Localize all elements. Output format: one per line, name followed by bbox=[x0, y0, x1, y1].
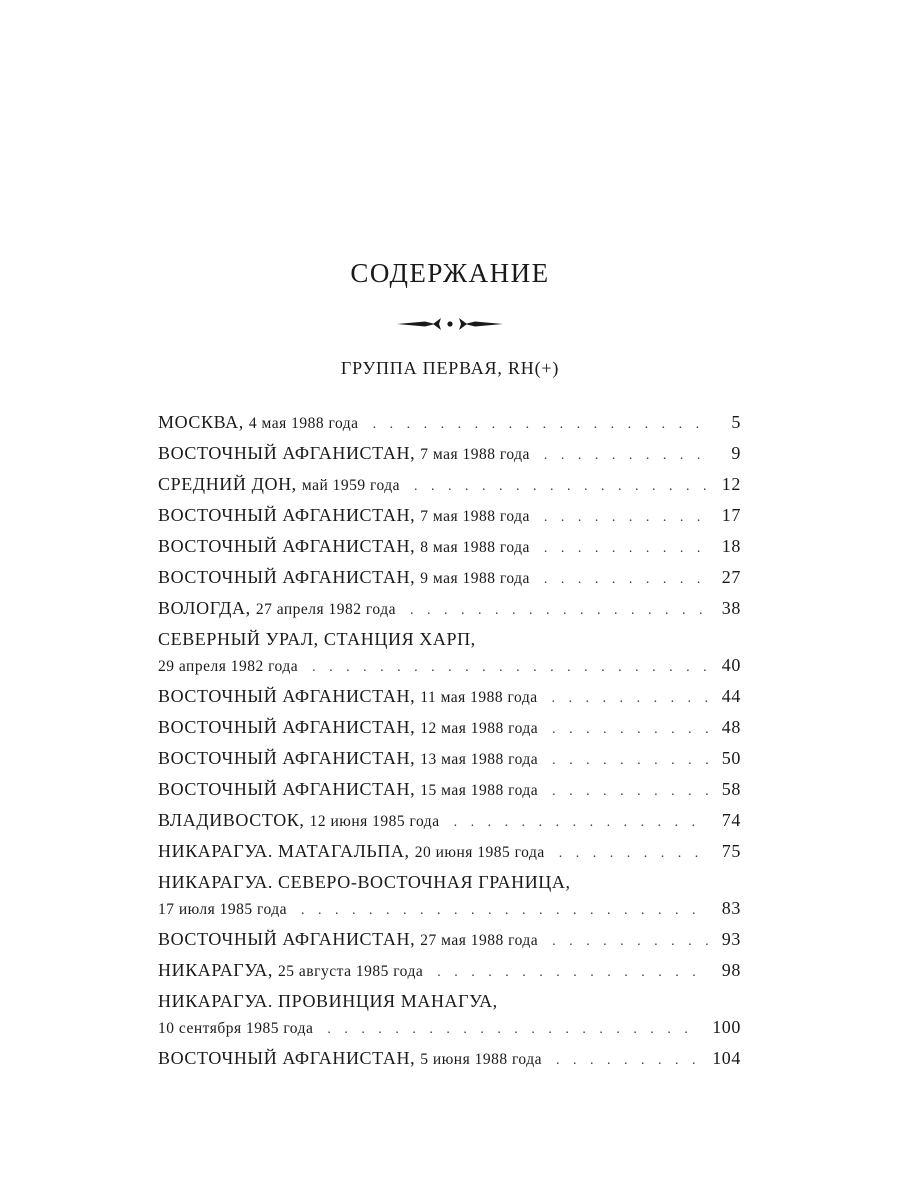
toc-entry-place: СЕВЕРНЫЙ УРАЛ, СТАНЦИЯ ХАРП, bbox=[158, 629, 476, 649]
leader-dots bbox=[327, 1017, 700, 1043]
toc-entry-date: 7 мая 1988 года bbox=[420, 446, 530, 463]
leader-dots bbox=[552, 717, 709, 743]
toc-entry-page: 40 bbox=[721, 655, 741, 675]
toc-entry-page: 27 bbox=[721, 567, 741, 587]
toc-entry-date: 20 июня 1985 года bbox=[414, 844, 545, 861]
toc-entry[interactable] bbox=[158, 409, 741, 440]
toc-entry-date: 12 июня 1985 года bbox=[309, 813, 440, 830]
toc-entry[interactable] bbox=[158, 564, 741, 595]
toc-entry-page: 44 bbox=[721, 686, 741, 706]
toc-entry-place: ВОЛОГДА, bbox=[158, 598, 251, 618]
toc-entry-date: 13 мая 1988 года bbox=[420, 751, 539, 768]
toc-entry-place: ВЛАДИВОСТОК, bbox=[158, 810, 305, 830]
toc-entry-page: 58 bbox=[721, 779, 741, 799]
toc-entry-place: ВОСТОЧНЫЙ АФГАНИСТАН, bbox=[158, 779, 416, 799]
toc-entry-place: НИКАРАГУА, bbox=[158, 960, 273, 980]
toc-entry-page: 18 bbox=[721, 536, 741, 556]
toc-entry-page: 75 bbox=[721, 841, 741, 861]
toc-entry-date: 25 августа 1985 года bbox=[278, 963, 424, 980]
toc-entry-date: 4 мая 1988 года bbox=[248, 415, 359, 432]
part-title: ГРУППА ПЕРВАЯ, RH(+) bbox=[340, 358, 560, 378]
toc-entry-page: 93 bbox=[721, 929, 741, 949]
toc-entry-date: 5 июня 1988 года bbox=[420, 1051, 542, 1068]
leader-dots bbox=[556, 1048, 700, 1074]
toc-entry-page: 74 bbox=[721, 810, 741, 830]
toc-entry-page: 50 bbox=[721, 748, 741, 768]
leader-dots bbox=[373, 412, 709, 438]
table-of-contents bbox=[158, 409, 741, 1076]
toc-entry[interactable] bbox=[158, 745, 741, 776]
toc-entry-page: 48 bbox=[721, 717, 741, 737]
toc-entry[interactable] bbox=[158, 1045, 741, 1076]
toc-entry[interactable] bbox=[158, 440, 741, 471]
toc-entry[interactable] bbox=[158, 869, 741, 926]
toc-entry-place: НИКАРАГУА. ПРОВИНЦИЯ МАНАГУА, bbox=[158, 991, 498, 1011]
toc-entry-place: МОСКВА, bbox=[158, 412, 244, 432]
page-title: СОДЕРЖАНИЕ bbox=[350, 258, 550, 288]
leader-dots bbox=[544, 443, 709, 469]
leader-dots bbox=[312, 655, 709, 681]
toc-entry-place: ВОСТОЧНЫЙ АФГАНИСТАН, bbox=[158, 536, 416, 556]
toc-entry[interactable] bbox=[158, 926, 741, 957]
ornament-divider-icon bbox=[395, 314, 505, 334]
leader-dots bbox=[552, 779, 709, 805]
leader-dots bbox=[552, 686, 709, 712]
toc-entry[interactable] bbox=[158, 533, 741, 564]
toc-entry-place: ВОСТОЧНЫЙ АФГАНИСТАН, bbox=[158, 1048, 416, 1068]
toc-entry-date: май 1959 года bbox=[301, 477, 401, 494]
toc-entry-page: 100 bbox=[712, 1017, 741, 1037]
toc-entry-place: СРЕДНИЙ ДОН, bbox=[158, 474, 297, 494]
toc-entry-page: 9 bbox=[731, 443, 741, 463]
leader-dots bbox=[559, 841, 709, 867]
toc-entry-date: 8 мая 1988 года bbox=[420, 539, 530, 556]
toc-entry[interactable] bbox=[158, 683, 741, 714]
toc-entry-page: 12 bbox=[721, 474, 741, 494]
toc-entry[interactable] bbox=[158, 957, 741, 988]
toc-entry-page: 17 bbox=[721, 505, 741, 525]
toc-entry[interactable] bbox=[158, 626, 741, 683]
toc-entry-date: 9 мая 1988 года bbox=[420, 570, 530, 587]
toc-entry-page: 38 bbox=[721, 598, 741, 618]
toc-entry-page: 5 bbox=[731, 412, 741, 432]
toc-entry[interactable] bbox=[158, 502, 741, 533]
toc-entry-page: 83 bbox=[721, 898, 741, 918]
leader-dots bbox=[544, 567, 709, 593]
toc-entry-place: НИКАРАГУА. МАТАГАЛЬПА, bbox=[158, 841, 410, 861]
toc-entry-date: 27 мая 1988 года bbox=[420, 932, 539, 949]
leader-dots bbox=[414, 474, 709, 500]
toc-entry[interactable] bbox=[158, 471, 741, 502]
toc-entry-place: ВОСТОЧНЫЙ АФГАНИСТАН, bbox=[158, 686, 416, 706]
leader-dots bbox=[454, 810, 709, 836]
toc-entry-date: 15 мая 1988 года bbox=[420, 782, 539, 799]
leader-dots bbox=[552, 929, 709, 955]
leader-dots bbox=[437, 960, 709, 986]
toc-entry-date: 7 мая 1988 года bbox=[420, 508, 530, 525]
leader-dots bbox=[552, 748, 709, 774]
toc-entry[interactable] bbox=[158, 807, 741, 838]
toc-entry-date: 10 сентября 1985 года bbox=[158, 1020, 314, 1037]
leader-dots bbox=[544, 505, 709, 531]
toc-entry[interactable] bbox=[158, 988, 741, 1045]
toc-entry-place: НИКАРАГУА. СЕВЕРО-ВОСТОЧНАЯ ГРАНИЦА, bbox=[158, 872, 571, 892]
toc-entry[interactable] bbox=[158, 595, 741, 626]
toc-entry[interactable] bbox=[158, 776, 741, 807]
toc-entry-place: ВОСТОЧНЫЙ АФГАНИСТАН, bbox=[158, 567, 416, 587]
toc-entry-place: ВОСТОЧНЫЙ АФГАНИСТАН, bbox=[158, 717, 416, 737]
toc-entry-page: 98 bbox=[721, 960, 741, 980]
toc-entry-place: ВОСТОЧНЫЙ АФГАНИСТАН, bbox=[158, 505, 416, 525]
toc-entry[interactable] bbox=[158, 838, 741, 869]
toc-entry-place: ВОСТОЧНЫЙ АФГАНИСТАН, bbox=[158, 443, 416, 463]
toc-entry[interactable] bbox=[158, 714, 741, 745]
toc-entry-date: 29 апреля 1982 года bbox=[158, 658, 299, 675]
leader-dots bbox=[301, 898, 709, 924]
leader-dots bbox=[544, 536, 709, 562]
toc-entry-date: 12 мая 1988 года bbox=[420, 720, 539, 737]
toc-entry-place: ВОСТОЧНЫЙ АФГАНИСТАН, bbox=[158, 748, 416, 768]
toc-entry-date: 11 мая 1988 года bbox=[420, 689, 538, 706]
toc-entry-place: ВОСТОЧНЫЙ АФГАНИСТАН, bbox=[158, 929, 416, 949]
toc-entry-date: 27 апреля 1982 года bbox=[255, 601, 396, 618]
leader-dots bbox=[410, 598, 709, 624]
toc-entry-page: 104 bbox=[712, 1048, 741, 1068]
toc-entry-date: 17 июля 1985 года bbox=[158, 901, 288, 918]
